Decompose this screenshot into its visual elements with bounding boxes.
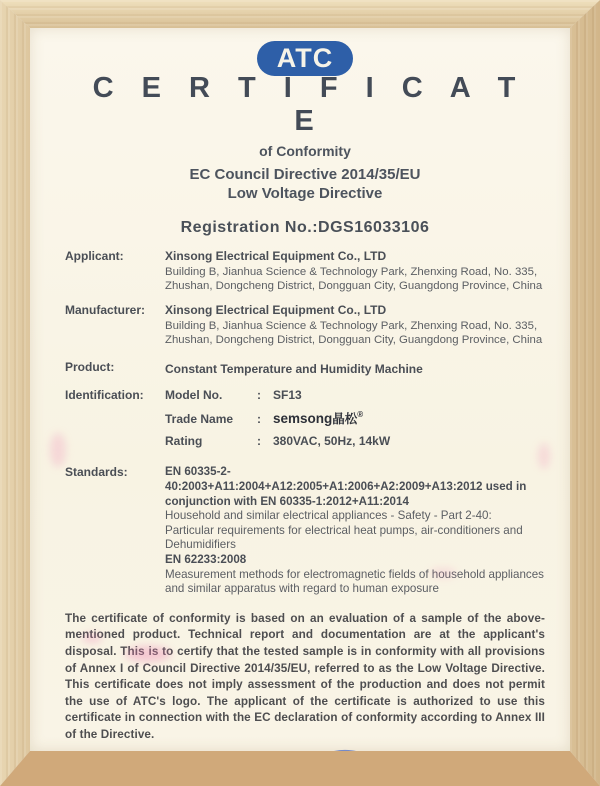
identification-row bbox=[65, 388, 545, 455]
model-separator: : bbox=[257, 388, 261, 403]
product-label: Product: bbox=[65, 360, 115, 375]
wood-frame-left bbox=[0, 0, 30, 786]
trade-name-row bbox=[165, 409, 545, 427]
applicant-address: Building B, Jianhua Science & Technology Park, Zhenxing Road, No. 335, Zhushan, Dongcheng District, Dongguan City, Guangdong Province, China bbox=[165, 266, 543, 293]
rating-row bbox=[165, 434, 545, 448]
standard-line: EN 60335-2-40:2003+A11:2004+A12:2005+A1:2006+A2:2009+A13:2012 used in conjunction with EN 60335-1:2012+A11:2014 bbox=[165, 465, 527, 508]
signoff-section bbox=[65, 750, 545, 751]
declaration-paragraph: The certificate of conformity is based on an evaluation of a sample of the above-mentioned product. Technical report and documentation are at the applicant's disposal. This is to certify that the tested sample is in conformity with all provisions of Annex I of Council Directive 2014/35/EU, referred to as the Low Voltage Directive. This certificate does not imply assessment of the production and does not permit the use of ATC's logo. The applicant of the certificate is authorized to use this certificate in connection with the EC declaration of conformity according to Annex III of the Directive. bbox=[65, 611, 545, 742]
certificate-subtitle: of Conformity bbox=[259, 143, 351, 159]
model-row bbox=[165, 388, 545, 402]
trade-name-separator: : bbox=[257, 412, 261, 427]
pink-smudge bbox=[50, 433, 66, 467]
standards-row bbox=[65, 465, 545, 596]
trade-name-label: Trade Name bbox=[165, 412, 234, 427]
manufacturer-row bbox=[65, 303, 545, 348]
manufacturer-label: Manufacturer: bbox=[65, 302, 146, 317]
manufacturer-address: Building B, Jianhua Science & Technology Park, Zhenxing Road, No. 335, Zhushan, Dongcheng District, Dongguan City, Guangdong Province, China bbox=[165, 319, 543, 347]
product-row bbox=[65, 360, 545, 376]
certificate-paper bbox=[30, 28, 570, 751]
identification-label: Identification: bbox=[65, 388, 144, 403]
trade-name-cjk: 晶松 bbox=[332, 412, 358, 427]
product-value: Constant Temperature and Humidity Machine bbox=[165, 362, 423, 377]
atc-logo bbox=[257, 41, 353, 76]
standard-line: Particular requirements for electrical heat pumps, air-conditioners and Dehumidifiers bbox=[165, 523, 523, 552]
wood-frame-bottom bbox=[0, 751, 600, 786]
standard-line: Household and similar electrical appliances - Safety - Part 2-40: bbox=[165, 509, 492, 523]
registered-trademark-symbol: ® bbox=[357, 410, 364, 420]
wood-frame-right bbox=[570, 0, 600, 786]
trade-name-latin: semsong bbox=[273, 411, 333, 427]
atc-logo-text: ATC bbox=[276, 43, 334, 73]
registration-number: Registration No.:DGS16033106 bbox=[180, 219, 430, 236]
rating-label: Rating bbox=[165, 434, 203, 449]
directive-line-2: Low Voltage Directive bbox=[227, 185, 383, 202]
applicant-row bbox=[65, 249, 545, 294]
rating-value: 380VAC, 50Hz, 14kW bbox=[273, 434, 391, 449]
rating-separator: : bbox=[257, 434, 261, 449]
standard-line: EN 62233:2008 bbox=[165, 553, 247, 566]
certificate-fields bbox=[65, 249, 545, 597]
manufacturer-name: Xinsong Electrical Equipment Co., LTD bbox=[165, 302, 387, 317]
directive-line-1: EC Council Directive 2014/35/EU bbox=[189, 166, 421, 183]
certificate-title: C E R T I F I C A T E bbox=[92, 72, 526, 137]
standards-label: Standards: bbox=[65, 465, 128, 480]
trade-name-logo bbox=[273, 409, 545, 427]
applicant-name: Xinsong Electrical Equipment Co., LTD bbox=[165, 249, 387, 263]
model-label: Model No. bbox=[165, 388, 223, 403]
model-value: SF13 bbox=[273, 388, 302, 403]
applicant-label: Applicant: bbox=[65, 249, 124, 263]
wood-frame-top bbox=[0, 0, 600, 28]
standard-line: Measurement methods for electromagnetic fields of household appliances and similar apparatus with regard to human exposure bbox=[165, 567, 544, 596]
